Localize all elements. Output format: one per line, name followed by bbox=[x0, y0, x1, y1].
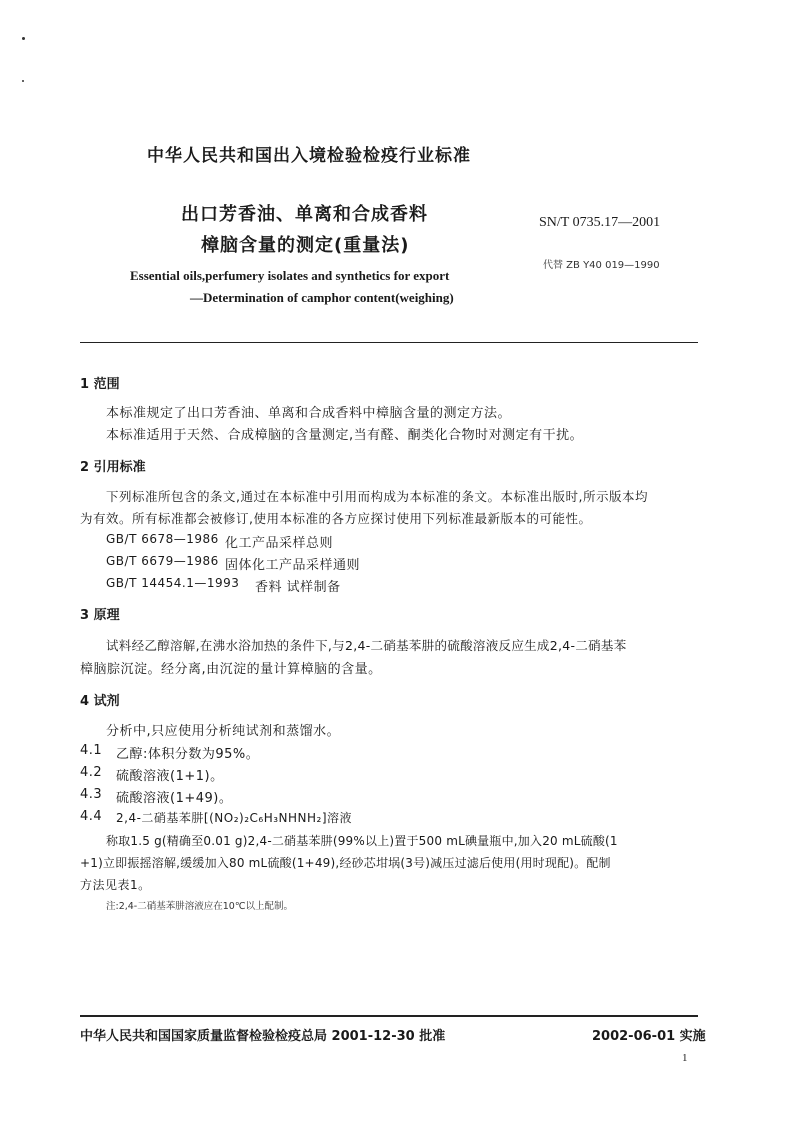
section-1-heading: 1 范围 bbox=[80, 377, 120, 392]
page-number: 1 bbox=[682, 1052, 688, 1064]
scan-speck bbox=[22, 80, 24, 82]
section-4-intro: 分析中,只应使用分析纯试剂和蒸馏水。 bbox=[106, 724, 341, 739]
item-text: 硫酸溶液(1+49)。 bbox=[116, 791, 233, 806]
title-zh-line2: 樟脑含量的测定(重量法) bbox=[201, 235, 410, 256]
section-2-paragraph: 下列标准所包含的条文,通过在本标准中引用而构成为本标准的条文。本标准出版时,所示版本均 bbox=[106, 489, 648, 504]
section-2-paragraph: 为有效。所有标准都会被修订,使用本标准的各方应探讨使用下列标准最新版本的可能性。 bbox=[80, 511, 592, 526]
item-number: 4.3 bbox=[80, 787, 103, 802]
title-en-line1: Essential oils,perfumery isolates and synthetics for export bbox=[130, 268, 450, 283]
ref-name: 固体化工产品采样通则 bbox=[225, 558, 361, 573]
section-4-4-paragraph: 称取1.5 g(精确至0.01 g)2,4-二硝基苯肼(99%以上)置于500 mL碘量瓶中,加入20 mL硫酸(1 bbox=[106, 834, 618, 848]
item-text: 硫酸溶液(1+1)。 bbox=[116, 769, 224, 784]
section-3-heading: 3 原理 bbox=[80, 608, 120, 623]
item-number: 4.2 bbox=[80, 765, 103, 780]
ref-name: 香料 试样制备 bbox=[255, 580, 341, 595]
section-3-paragraph: 试料经乙醇溶解,在沸水浴加热的条件下,与2,4-二硝基苯肼的硫酸溶液反应生成2,4-二硝基苯 bbox=[106, 638, 627, 653]
ref-code: GB/T 6679—1986 bbox=[106, 554, 219, 568]
section-4-heading: 4 试剂 bbox=[80, 694, 120, 709]
section-1-paragraph: 本标准规定了出口芳香油、单离和合成香料中樟脑含量的测定方法。 bbox=[106, 406, 512, 421]
effective-date: 2002-06-01 实施 bbox=[592, 1029, 706, 1044]
ref-name: 化工产品采样总则 bbox=[225, 536, 334, 551]
note: 注:2,4-二硝基苯肼溶液应在10℃以上配制。 bbox=[106, 901, 293, 912]
title-zh-line1: 出口芳香油、单离和合成香料 bbox=[181, 204, 428, 225]
item-number: 4.1 bbox=[80, 743, 103, 758]
header-divider bbox=[80, 342, 698, 343]
title-en-line2: —Determination of camphor content(weighing) bbox=[190, 290, 454, 305]
section-1-paragraph: 本标准适用于天然、合成樟脑的含量测定,当有醛、酮类化合物时对测定有干扰。 bbox=[106, 428, 584, 443]
section-2-heading: 2 引用标准 bbox=[80, 460, 146, 475]
item-text: 乙醇:体积分数为95%。 bbox=[116, 747, 260, 762]
approval-line: 中华人民共和国国家质量监督检验检疫总局 2001-12-30 批准 bbox=[80, 1029, 446, 1044]
item-text: 2,4-二硝基苯肼[(NO₂)₂C₆H₃NHNH₂]溶液 bbox=[116, 811, 353, 825]
scan-speck bbox=[22, 37, 25, 40]
item-number: 4.4 bbox=[80, 809, 103, 824]
ref-code: GB/T 6678—1986 bbox=[106, 532, 219, 546]
replaces-standard: 代替 ZB Y40 019—1990 bbox=[543, 260, 660, 271]
footer-divider bbox=[80, 1015, 698, 1017]
ref-code: GB/T 14454.1—1993 bbox=[106, 576, 240, 590]
org-title: 中华人民共和国出入境检验检疫行业标准 bbox=[147, 146, 471, 166]
section-4-4-paragraph: 方法见表1。 bbox=[80, 878, 151, 892]
section-4-4-paragraph: +1)立即振摇溶解,缓缓加入80 mL硫酸(1+49),经砂芯坩埚(3号)减压过滤后使用(用时现配)。配制 bbox=[80, 856, 611, 870]
standard-number: SN/T 0735.17—2001 bbox=[539, 215, 661, 230]
section-3-paragraph: 樟脑腙沉淀。经分离,由沉淀的量计算樟脑的含量。 bbox=[80, 662, 382, 677]
